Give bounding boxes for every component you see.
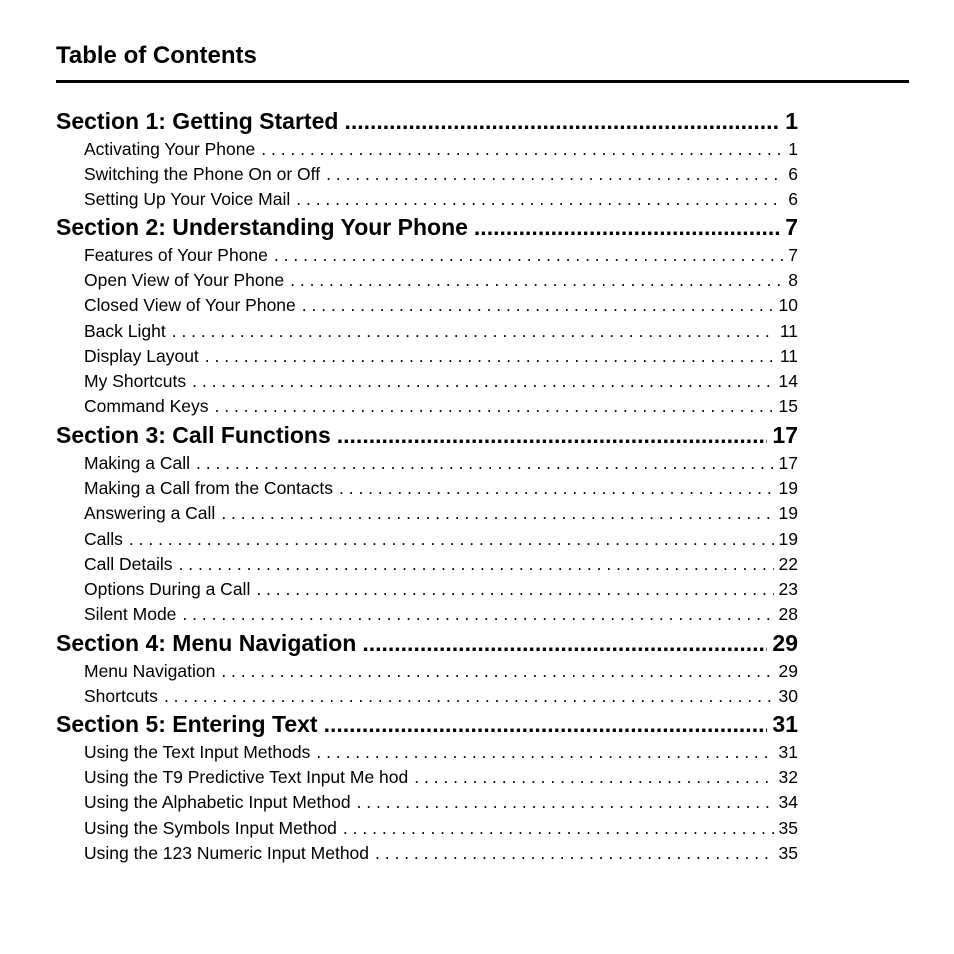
toc-entry[interactable] xyxy=(84,245,798,267)
entry-title: Call Details xyxy=(84,553,173,574)
entry-title: Options During a Call xyxy=(84,579,251,599)
entry-title: Display Layout xyxy=(84,345,199,366)
entry-title: Making a Call from the Contacts xyxy=(84,478,333,499)
toc-entry[interactable] xyxy=(84,604,798,626)
entry-title: Silent Mode xyxy=(84,604,177,625)
toc-section[interactable] xyxy=(56,711,798,739)
page-number: 17 xyxy=(772,422,798,448)
page-number: 8 xyxy=(788,270,798,291)
toc-entry[interactable] xyxy=(84,189,798,211)
toc-entry[interactable] xyxy=(84,767,798,789)
page-number: 1 xyxy=(788,139,798,159)
toc-entry[interactable] xyxy=(84,529,798,551)
entry-title: My Shortcuts xyxy=(84,371,187,391)
dot-leader xyxy=(129,529,774,550)
section-title: Section 4: Menu Navigation xyxy=(56,630,357,656)
entry-title: Command Keys xyxy=(84,396,209,417)
entry-title: Using the 123 Numeric Input Method xyxy=(84,842,370,863)
toc-entry[interactable] xyxy=(84,478,798,500)
entry-title: Menu Navigation xyxy=(84,661,216,681)
dot-leader xyxy=(326,164,783,185)
page-number: 1 xyxy=(785,108,798,134)
page-title: Table of Contents xyxy=(56,42,257,69)
toc-entry[interactable] xyxy=(84,321,798,343)
section-title: Section 2: Understanding Your Phone xyxy=(56,214,468,240)
entry-title: Back Light xyxy=(84,320,166,341)
toc-entry[interactable] xyxy=(84,661,798,683)
dot-leader xyxy=(192,371,773,392)
page-number: 35 xyxy=(778,842,798,863)
dot-leader xyxy=(375,843,774,864)
page-number: 11 xyxy=(779,345,798,366)
entry-title: Activating Your Phone xyxy=(84,139,256,159)
dot-leader xyxy=(196,453,774,474)
toc-entry[interactable] xyxy=(84,346,798,368)
dot-leader xyxy=(337,422,768,449)
title-divider xyxy=(56,80,909,83)
page-number: 29 xyxy=(778,661,798,681)
toc-entry[interactable] xyxy=(84,818,798,840)
toc-entry[interactable] xyxy=(84,554,798,576)
toc-entry[interactable] xyxy=(84,792,798,814)
toc-entry[interactable] xyxy=(84,686,798,708)
entry-title: Using the Symbols Input Method xyxy=(84,817,337,838)
toc-section[interactable] xyxy=(56,214,798,242)
dot-leader xyxy=(164,686,774,707)
page-number: 30 xyxy=(778,686,798,707)
toc-entry[interactable] xyxy=(84,371,798,393)
page-number: 19 xyxy=(778,503,798,524)
page-number: 6 xyxy=(788,164,798,185)
dot-leader xyxy=(205,346,775,367)
entry-title: Shortcuts xyxy=(84,686,158,707)
dot-leader xyxy=(221,661,773,682)
page-number: 19 xyxy=(778,478,798,499)
page-number: 11 xyxy=(779,320,798,341)
entry-title: Setting Up Your Voice Mail xyxy=(84,189,291,210)
page-number: 10 xyxy=(778,295,798,316)
page-number: 15 xyxy=(778,396,798,417)
toc-entry[interactable] xyxy=(84,396,798,418)
page-number: 34 xyxy=(778,792,798,813)
page-number: 32 xyxy=(778,767,798,788)
dot-leader xyxy=(343,818,774,839)
entry-title: Switching the Phone On or Off xyxy=(84,164,321,185)
dot-leader xyxy=(296,189,783,210)
section-title: Section 3: Call Functions xyxy=(56,422,331,448)
entry-title: Open View of Your Phone xyxy=(84,270,285,291)
toc-section[interactable] xyxy=(56,630,798,658)
page-number: 6 xyxy=(788,189,798,210)
dot-leader xyxy=(290,270,783,291)
dot-leader xyxy=(339,478,774,499)
page-number: 31 xyxy=(778,742,798,762)
page-number: 35 xyxy=(778,817,798,838)
toc-entry[interactable] xyxy=(84,503,798,525)
toc-entry[interactable] xyxy=(84,579,798,601)
page-number: 31 xyxy=(772,711,798,737)
page-number: 23 xyxy=(778,579,798,599)
toc-section[interactable] xyxy=(56,422,798,450)
entry-title: Features of Your Phone xyxy=(84,245,268,265)
dot-leader xyxy=(474,214,780,241)
page-number: 14 xyxy=(778,371,798,391)
entry-title: Calls xyxy=(84,528,123,549)
entry-title: Using the Text Input Methods xyxy=(84,742,311,762)
page-number: 17 xyxy=(778,453,798,473)
toc-section[interactable] xyxy=(56,108,798,136)
dot-leader xyxy=(261,139,783,160)
dot-leader xyxy=(172,321,775,342)
dot-leader xyxy=(179,554,774,575)
page-number: 22 xyxy=(778,553,798,574)
toc-entry[interactable] xyxy=(84,453,798,475)
toc-entry[interactable] xyxy=(84,139,798,161)
toc-entry[interactable] xyxy=(84,843,798,865)
dot-leader xyxy=(215,396,774,417)
dot-leader xyxy=(357,792,774,813)
page-number: 7 xyxy=(788,245,798,265)
dot-leader xyxy=(414,767,773,788)
dot-leader xyxy=(324,711,768,738)
entry-title: Using the Alphabetic Input Method xyxy=(84,792,351,813)
dot-leader xyxy=(302,295,774,316)
page-number: 29 xyxy=(772,630,798,656)
section-title: Section 1: Getting Started xyxy=(56,108,339,134)
section-title: Section 5: Entering Text xyxy=(56,711,318,737)
toc-entry[interactable] xyxy=(84,270,798,292)
dot-leader xyxy=(344,108,780,135)
dot-leader xyxy=(316,742,773,763)
entry-title: Making a Call xyxy=(84,453,191,473)
entry-title: Using the T9 Predictive Text Input Me hod xyxy=(84,767,409,788)
page-number: 28 xyxy=(778,604,798,625)
toc-entry[interactable] xyxy=(84,295,798,317)
dot-leader xyxy=(221,503,773,524)
toc-entry[interactable] xyxy=(84,164,798,186)
entry-title: Closed View of Your Phone xyxy=(84,295,296,316)
page-number: 7 xyxy=(785,214,798,240)
dot-leader xyxy=(256,579,773,600)
dot-leader xyxy=(274,245,783,266)
page-number: 19 xyxy=(778,528,798,549)
entry-title: Answering a Call xyxy=(84,503,216,524)
toc-entry[interactable] xyxy=(84,742,798,764)
dot-leader xyxy=(362,630,767,657)
dot-leader xyxy=(182,604,773,625)
